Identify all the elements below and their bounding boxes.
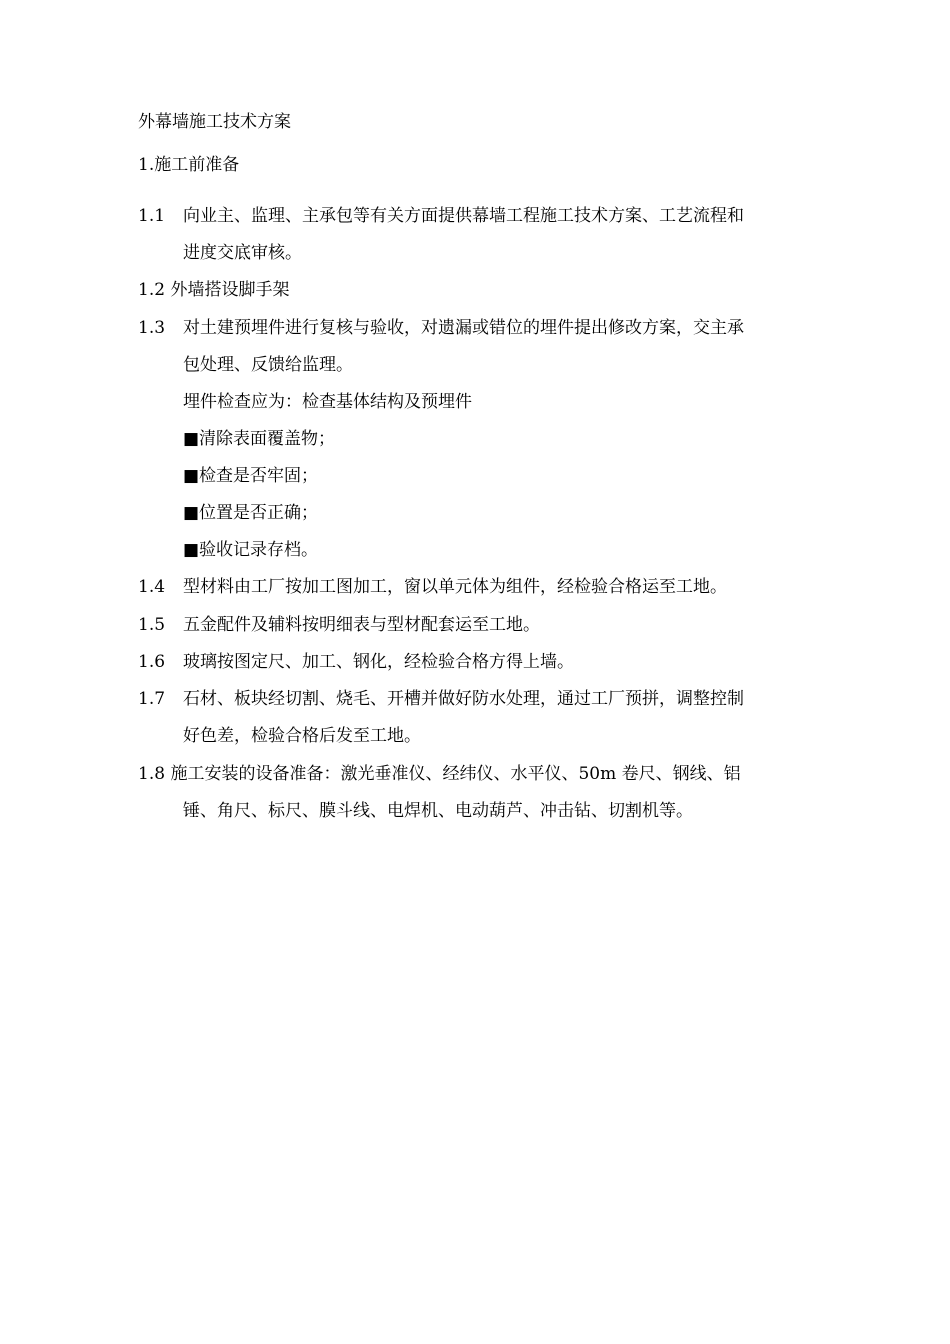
- item-text-continued: 好色差，检验合格后发至工地。: [183, 726, 421, 746]
- item-text: 石材、板块经切割、烧毛、开槽并做好防水处理，通过工厂预拼，调整控制: [183, 689, 744, 709]
- section-heading: 1.施工前准备: [138, 155, 240, 175]
- item-number: 1.6: [138, 652, 166, 672]
- item-text: 玻璃按图定尺、加工、钢化，经检验合格方得上墙。: [183, 652, 574, 672]
- bullet-item: ■验收记录存档。: [183, 540, 319, 560]
- item-text: 对土建预埋件进行复核与验收，对遗漏或错位的埋件提出修改方案，交主承: [183, 318, 744, 338]
- bullet-item: ■检查是否牢固；: [183, 466, 319, 486]
- item-number: 1.1: [138, 206, 166, 226]
- item-number: 1.7: [138, 689, 166, 709]
- item-number: 1.4: [138, 577, 166, 597]
- item-text-continued: 进度交底审核。: [183, 243, 302, 263]
- bullet-item: ■清除表面覆盖物；: [183, 429, 336, 449]
- item-text: 1.8 施工安装的设备准备：激光垂准仪、经纬仪、水平仪、50m 卷尺、钢线、铝: [138, 764, 741, 784]
- sub-item: 埋件检查应为：检查基体结构及预埋件: [183, 392, 472, 412]
- bullet-item: ■位置是否正确；: [183, 503, 319, 523]
- item-number: 1.3: [138, 318, 166, 338]
- item-number: 1.5: [138, 615, 166, 635]
- document-title: 外幕墙施工技术方案: [138, 112, 291, 132]
- item-text: 向业主、监理、主承包等有关方面提供幕墙工程施工技术方案、工艺流程和: [183, 206, 744, 226]
- item-text: 型材料由工厂按加工图加工，窗以单元体为组件，经检验合格运至工地。: [183, 577, 727, 597]
- item-text: 1.2 外墙搭设脚手架: [138, 280, 290, 300]
- item-text: 五金配件及辅料按明细表与型材配套运至工地。: [183, 615, 540, 635]
- item-text-continued: 包处理、反馈给监理。: [183, 355, 353, 375]
- item-text-continued: 锤、角尺、标尺、膜斗线、电焊机、电动葫芦、冲击钻、切割机等。: [183, 801, 693, 821]
